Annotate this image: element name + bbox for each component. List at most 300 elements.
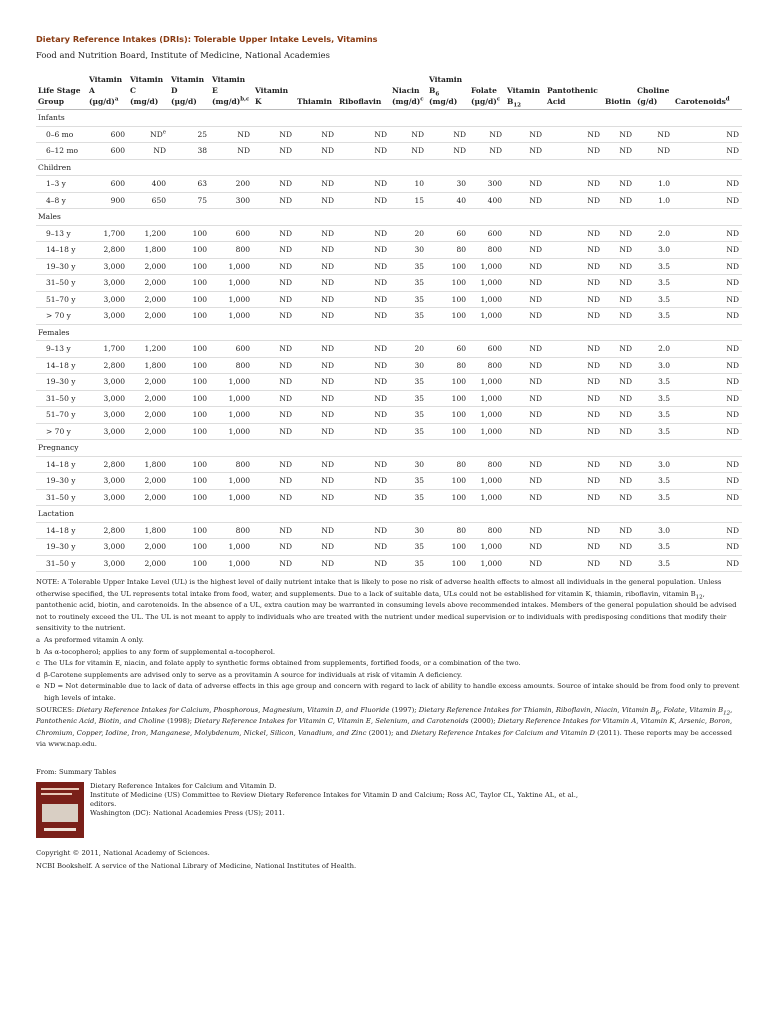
value-cell: 2,800 [87,357,128,374]
ncbi-credit: NCBI Bookshelf. A service of the National Library of Medicine, National Institutes of Health. [36,861,357,870]
group-label: Lactation [36,506,742,523]
column-header: Vitamin C (mg/d) [128,74,169,110]
column-header: Vitamin $B_{12}$ [505,74,545,110]
value-cell: ND [210,126,253,143]
value-cell: ND [505,522,545,539]
table-body [36,110,742,572]
value-cell: ND [337,308,390,325]
value-cell: ND [337,242,390,259]
value-cell: 600 [210,341,253,358]
table-row [36,176,742,193]
value-cell: ND [505,192,545,209]
value-cell: ND [673,539,742,556]
life-stage-cell: 14–18 y [36,456,87,473]
life-stage-cell: 9–13 y [36,225,87,242]
value-cell: 60 [427,225,469,242]
value-cell: ND [337,341,390,358]
value-cell: ND [253,357,295,374]
value-cell: 100 [427,275,469,292]
value-cell: ND [295,143,337,160]
value-cell: ND [673,275,742,292]
table-row [36,308,742,325]
table-row [36,143,742,160]
value-cell: ND [673,357,742,374]
value-cell: ND [253,126,295,143]
value-cell: 1,800 [128,242,169,259]
value-cell: 2,000 [128,423,169,440]
value-cell: 100 [169,357,210,374]
value-cell: ND [337,192,390,209]
value-cell: 2,000 [128,489,169,506]
copyright-text: Copyright © 2011, National Academy of Sciences. [36,848,210,857]
table-row [36,407,742,424]
value-cell: ND [505,374,545,391]
life-stage-cell: > 70 y [36,308,87,325]
nap-link[interactable]: www.nap.edu [48,740,95,749]
value-cell: 800 [210,522,253,539]
value-cell: 35 [390,473,427,490]
value-cell: 1,800 [128,456,169,473]
column-header: Life Stage Group [36,74,87,110]
value-cell: ND [253,539,295,556]
value-cell: 100 [427,407,469,424]
value-cell: ND [673,473,742,490]
book-cover-thumbnail[interactable] [36,782,84,838]
value-cell: 800 [469,456,505,473]
value-cell: 2.0 [635,341,673,358]
publisher-link[interactable]: National Academies Press (US) [152,808,261,817]
value-cell: ND [337,143,390,160]
value-cell: ND [545,225,603,242]
value-cell: ND [295,423,337,440]
life-stage-cell: 51–70 y [36,291,87,308]
value-cell: ND [427,143,469,160]
value-cell: ND [210,143,253,160]
value-cell: 3.0 [635,357,673,374]
group-row [36,440,742,457]
value-cell: 100 [169,423,210,440]
value-cell: 3.0 [635,456,673,473]
value-cell: 100 [427,308,469,325]
value-cell: 2,000 [128,291,169,308]
value-cell: ND [603,242,635,259]
value-cell: ND [337,275,390,292]
table-row [36,374,742,391]
value-cell: 100 [427,258,469,275]
value-cell: 400 [469,192,505,209]
value-cell: ND [545,242,603,259]
value-cell: ND [295,242,337,259]
value-cell: 100 [169,225,210,242]
value-cell: 2,800 [87,456,128,473]
table-row [36,456,742,473]
note-text: NOTE: A Tolerable Upper Intake Level (UL) is the highest level of daily nutrient intake that is likely to pose no risk of adverse health effects to almost all individuals in the general population. Unless otherwise specified, the UL represents total intake from food, water, and supplements. Due to a lack of suitable data, ULs could not be established for vitamin K, thiamin, riboflavin, vitamin $B_{12}$, pantothenic acid, biotin, and carotenoids. In the absence of a UL, extra caution may be warranted in consuming levels above recommended intakes. Members of the general population should be advised not to routinely exceed the UL. The UL is not meant to apply to individuals who are treated with the nutrient under medical supervision or to individuals with predisposing conditions that modify their sensitivity to the nutrient. [36,578,737,633]
value-cell: 1,200 [128,341,169,358]
value-cell: ND [673,489,742,506]
value-cell: 3,000 [87,555,128,572]
value-cell: ND [545,423,603,440]
table-row [36,555,742,572]
value-cell: ND [635,143,673,160]
value-cell: 800 [469,242,505,259]
value-cell: ND [253,275,295,292]
table-row [36,341,742,358]
citation-block [36,782,742,838]
value-cell: ND [253,143,295,160]
life-stage-cell: 19–30 y [36,374,87,391]
value-cell: ND [253,555,295,572]
value-cell: 1,000 [210,407,253,424]
value-cell: 1,000 [469,291,505,308]
value-cell: ND [673,555,742,572]
value-cell: 100 [427,555,469,572]
value-cell: ND [253,374,295,391]
footnotes-list [36,635,742,705]
value-cell: 3.5 [635,539,673,556]
value-cell: ND [545,539,603,556]
value-cell: 30 [427,176,469,193]
life-stage-cell: 14–18 y [36,357,87,374]
value-cell: ND [603,275,635,292]
table-row [36,192,742,209]
value-cell: 3,000 [87,489,128,506]
value-cell: ND [337,522,390,539]
value-cell: ND [505,275,545,292]
value-cell: ND [545,357,603,374]
table-row [36,423,742,440]
value-cell: 35 [390,258,427,275]
notes-section [36,577,742,751]
value-cell: ND [253,225,295,242]
value-cell: 100 [169,275,210,292]
value-cell: ND [673,225,742,242]
value-cell: 15 [390,192,427,209]
value-cell: ND [545,489,603,506]
value-cell: ND [337,390,390,407]
value-cell: 1,000 [210,473,253,490]
value-cell: 63 [169,176,210,193]
value-cell: 1,000 [469,473,505,490]
value-cell: 35 [390,390,427,407]
footnote-a: a As preformed vitamin A only. [36,635,144,644]
value-cell: 1,000 [469,275,505,292]
column-header: Vitamin $B_6$ (mg/d) [427,74,469,110]
value-cell: ND [545,308,603,325]
table-row [36,473,742,490]
value-cell: 100 [169,473,210,490]
value-cell: 100 [169,456,210,473]
value-cell: 100 [169,489,210,506]
value-cell: 100 [169,407,210,424]
value-cell: 800 [469,357,505,374]
table-row [36,489,742,506]
value-cell: ND [295,357,337,374]
value-cell: ND [603,143,635,160]
group-label: Males [36,209,742,226]
value-cell: 600 [87,143,128,160]
group-row [36,110,742,127]
value-cell: 1,000 [469,539,505,556]
value-cell: 35 [390,374,427,391]
life-stage-cell: 19–30 y [36,473,87,490]
value-cell: 20 [390,225,427,242]
value-cell: ND [505,473,545,490]
value-cell: ND [505,291,545,308]
value-cell: ND [505,176,545,193]
value-cell: 1,000 [210,390,253,407]
value-cell: ND [337,456,390,473]
life-stage-cell: 51–70 y [36,407,87,424]
column-header: Niacin $(mg/d)^c$ [390,74,427,110]
value-cell: ND [505,143,545,160]
value-cell: ND [337,357,390,374]
value-cell: 3.5 [635,308,673,325]
value-cell: ND [128,143,169,160]
value-cell: ND [253,291,295,308]
value-cell: 2,000 [128,555,169,572]
column-header: Choline (g/d) [635,74,673,110]
column-header: Carotenoids$^d$ [673,74,742,110]
value-cell: 3,000 [87,407,128,424]
table-row [36,522,742,539]
value-cell: ND [253,423,295,440]
table-row [36,242,742,259]
citation-authors: Institute of Medicine (US) Committee to Review Dietary Reference Intakes for Vitamin D and Calcium; Ross AC, Taylor CL, Yaktine AL, et al., [90,790,579,799]
value-cell: ND [337,473,390,490]
table-row [36,539,742,556]
value-cell: 40 [427,192,469,209]
table-row [36,275,742,292]
value-cell: ND [390,143,427,160]
value-cell: ND [505,456,545,473]
value-cell: ND [295,275,337,292]
group-row [36,209,742,226]
value-cell: 3,000 [87,423,128,440]
value-cell: 1,000 [210,539,253,556]
value-cell: 100 [169,539,210,556]
value-cell: ND [295,489,337,506]
value-cell: ND [469,143,505,160]
value-cell: ND [253,192,295,209]
group-row [36,506,742,523]
value-cell: 1,000 [210,308,253,325]
value-cell: ND [673,522,742,539]
value-cell: ND [505,225,545,242]
value-cell: 1,000 [210,291,253,308]
value-cell: 3,000 [87,390,128,407]
life-stage-cell: 4–8 y [36,192,87,209]
value-cell: 1,000 [210,489,253,506]
value-cell: 600 [469,225,505,242]
value-cell: 35 [390,489,427,506]
column-header: Folate $(\mu g/d)^c$ [469,74,505,110]
value-cell: ND [545,407,603,424]
value-cell: ND [253,390,295,407]
value-cell: ND [545,522,603,539]
value-cell: ND [545,258,603,275]
value-cell: 600 [87,126,128,143]
value-cell: 1,000 [469,308,505,325]
value-cell: ND [295,176,337,193]
value-cell: ND [253,308,295,325]
value-cell: ND [253,489,295,506]
group-row [36,159,742,176]
value-cell: ND [673,341,742,358]
value-cell: ND [603,225,635,242]
life-stage-cell: 9–13 y [36,341,87,358]
value-cell: 100 [427,423,469,440]
footnote-c: c The ULs for vitamin E, niacin, and folate apply to synthetic forms obtained from supplements, fortified foods, or a combination of the two. [36,659,521,668]
value-cell: 100 [427,291,469,308]
value-cell: 800 [469,522,505,539]
value-cell: ND [673,308,742,325]
life-stage-cell: 31–50 y [36,390,87,407]
value-cell: 3.0 [635,522,673,539]
value-cell: 1,000 [469,374,505,391]
value-cell: 3,000 [87,275,128,292]
value-cell: 30 [390,357,427,374]
dri-table [36,74,742,572]
value-cell: 800 [210,456,253,473]
table-row [36,225,742,242]
value-cell: ND [295,555,337,572]
value-cell: 35 [390,291,427,308]
value-cell: 3,000 [87,539,128,556]
value-cell: ND [505,357,545,374]
value-cell: ND [505,341,545,358]
citation-editors: editors. [90,799,117,808]
value-cell: ND [603,539,635,556]
value-cell: ND [603,341,635,358]
value-cell: ND [673,176,742,193]
value-cell: 3.5 [635,258,673,275]
value-cell: ND [337,126,390,143]
value-cell: 1,000 [210,258,253,275]
value-cell: 30 [390,522,427,539]
group-label: Females [36,324,742,341]
value-cell: ND [603,291,635,308]
value-cell: ND [337,291,390,308]
value-cell: ND [673,423,742,440]
group-row [36,324,742,341]
value-cell: ND [673,291,742,308]
value-cell: ND [337,489,390,506]
value-cell: 1,800 [128,522,169,539]
value-cell: ND [603,390,635,407]
table-row [36,291,742,308]
value-cell: 2,000 [128,374,169,391]
value-cell: ND [545,143,603,160]
value-cell: ND [295,192,337,209]
value-cell: ND [505,126,545,143]
value-cell: ND [295,407,337,424]
life-stage-cell: 14–18 y [36,242,87,259]
column-header: Thiamin [295,74,337,110]
life-stage-cell: 31–50 y [36,555,87,572]
value-cell: 80 [427,456,469,473]
value-cell: ND [505,308,545,325]
value-cell: 1,000 [469,423,505,440]
value-cell: ND [603,489,635,506]
value-cell: ND [390,126,427,143]
value-cell: ND [295,126,337,143]
value-cell: 2,800 [87,522,128,539]
citation-title: Dietary Reference Intakes for Calcium and Vitamin D. [90,781,277,790]
value-cell: 2,000 [128,473,169,490]
value-cell: 1,000 [469,390,505,407]
value-cell: ND [545,473,603,490]
value-cell: 100 [169,308,210,325]
value-cell: 100 [169,374,210,391]
value-cell: 3.5 [635,291,673,308]
value-cell: 1.0 [635,176,673,193]
value-cell: 2,800 [87,242,128,259]
column-header: Vitamin A $(\mu g/d)^a$ [87,74,128,110]
group-label: Pregnancy [36,440,742,457]
table-header-row [36,74,742,110]
value-cell: 400 [128,176,169,193]
value-cell: 2,000 [128,407,169,424]
life-stage-cell: 14–18 y [36,522,87,539]
value-cell: ND [673,374,742,391]
value-cell: 1,700 [87,225,128,242]
value-cell: 1,000 [210,423,253,440]
value-cell: ND [545,374,603,391]
value-cell: 80 [427,357,469,374]
value-cell: 35 [390,275,427,292]
value-cell: ND [545,390,603,407]
value-cell: ND [337,258,390,275]
value-cell: ND [505,539,545,556]
value-cell: ND [505,242,545,259]
value-cell: 3.5 [635,555,673,572]
value-cell: ND [505,423,545,440]
value-cell: 20 [390,341,427,358]
value-cell: ND [337,225,390,242]
value-cell: ND [295,225,337,242]
value-cell: 30 [390,456,427,473]
value-cell: ND [545,291,603,308]
life-stage-cell: 31–50 y [36,489,87,506]
life-stage-cell: 31–50 y [36,275,87,292]
value-cell: ND [603,126,635,143]
value-cell: ND [603,456,635,473]
value-cell: ND [427,126,469,143]
value-cell: 100 [169,291,210,308]
value-cell: ND [603,407,635,424]
value-cell: ND [337,539,390,556]
value-cell: ND [545,176,603,193]
value-cell: ND [295,258,337,275]
value-cell: 100 [169,522,210,539]
value-cell: 300 [469,176,505,193]
value-cell: ND [603,522,635,539]
value-cell: ND [603,176,635,193]
value-cell: 30 [390,242,427,259]
value-cell: ND [505,555,545,572]
value-cell: ND [603,308,635,325]
page [36,34,742,870]
value-cell: 100 [427,489,469,506]
value-cell: 1,000 [210,275,253,292]
value-cell: ND [337,555,390,572]
column-header: Vitamin E $(mg/d)^{b,c}$ [210,74,253,110]
footnote-b: b As α-tocopherol; applies to any form of supplemental α-tocopherol. [36,647,276,656]
group-label: Infants [36,110,742,127]
table-row [36,390,742,407]
value-cell: 1,000 [469,555,505,572]
value-cell: ND [295,308,337,325]
